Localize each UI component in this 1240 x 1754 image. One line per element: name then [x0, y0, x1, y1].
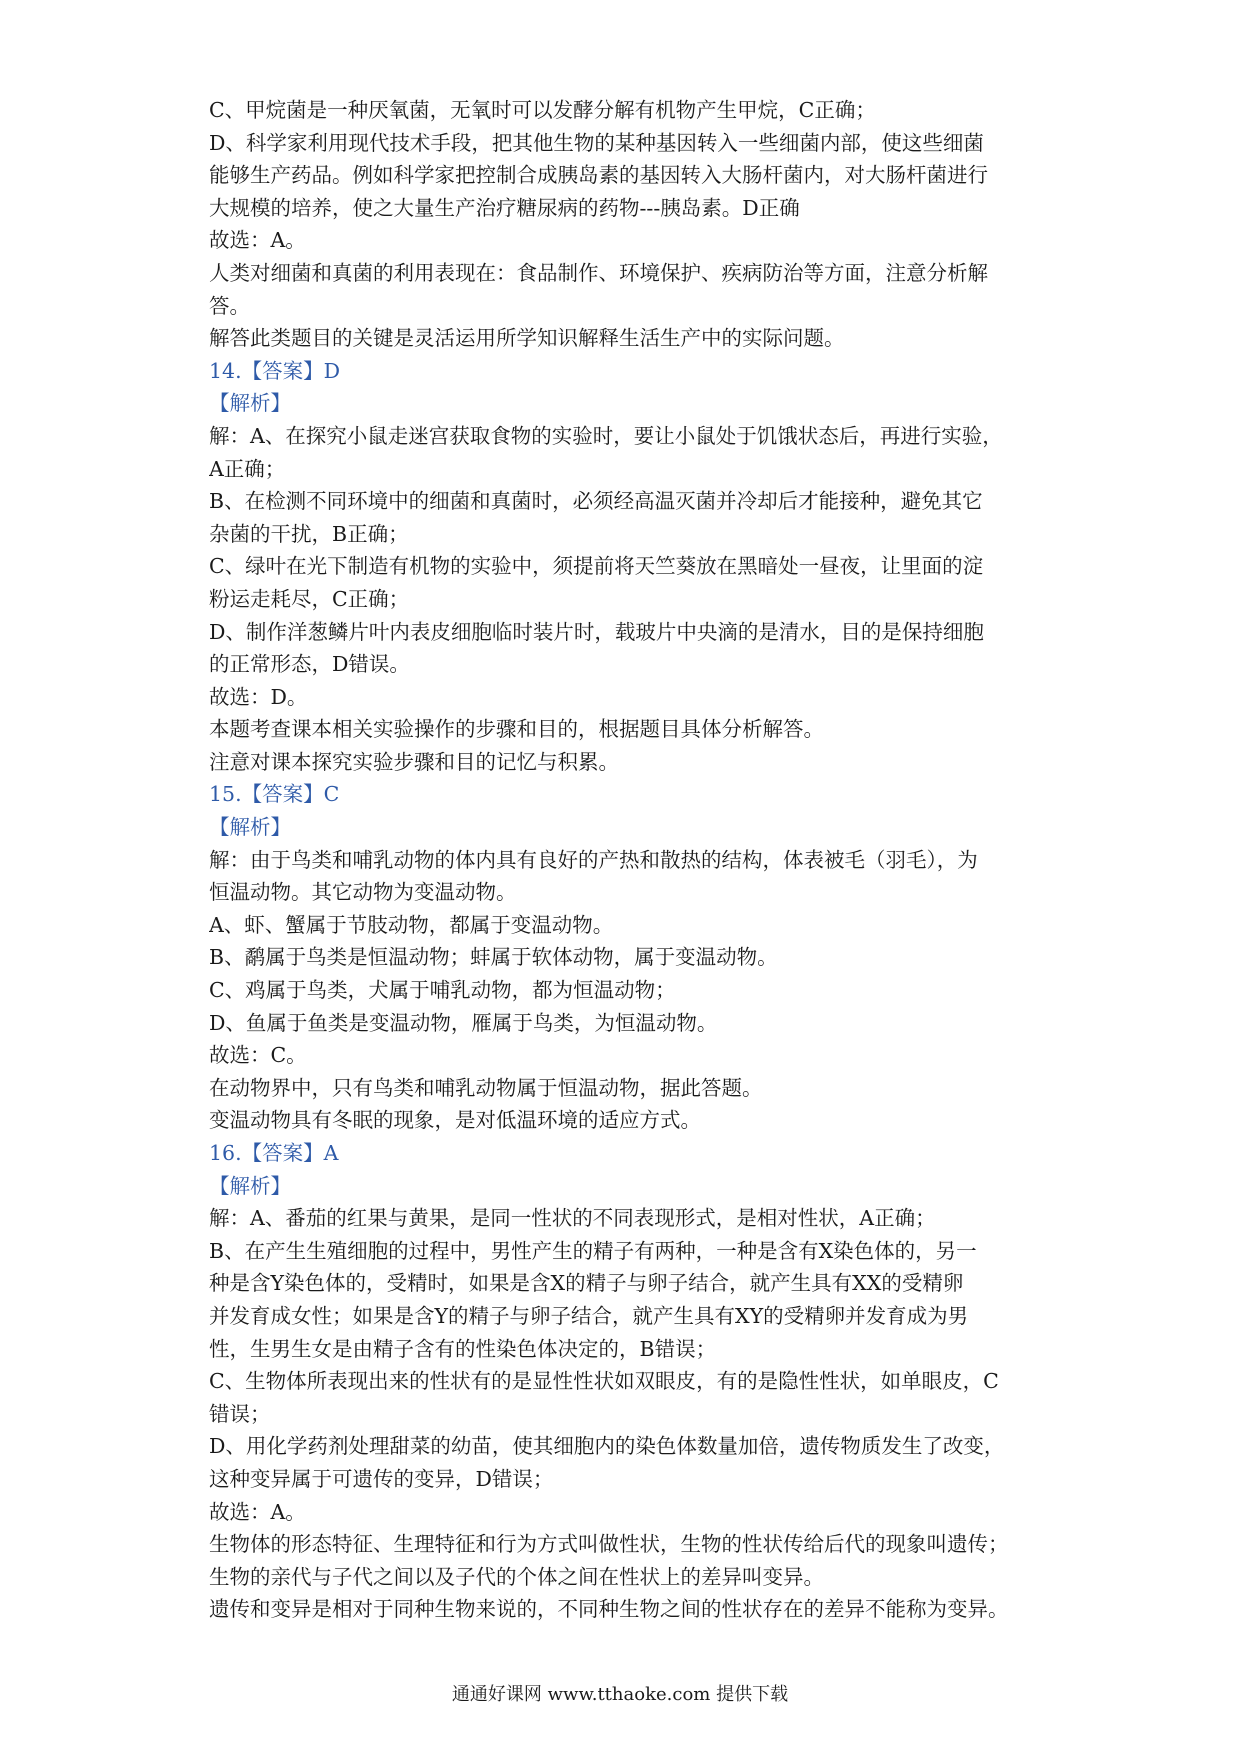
- document-body: [209, 94, 1049, 1626]
- text-line: 人类对细菌和真菌的利用表现在：食品制作、环境保护、疾病防治等方面，注意分析解: [209, 260, 988, 285]
- text-line: 能够生产药品。例如科学家把控制合成胰岛素的基因转入大肠杆菌内，对大肠杆菌进行: [209, 163, 988, 188]
- page-footer: 通通好课网 www.tthaoke.com 提供下载: [451, 1684, 789, 1705]
- text-line: 【解析】: [209, 391, 291, 416]
- text-line: 解：A、在探究小鼠走迷宫获取食物的实验时，要让小鼠处于饥饿状态后，再进行实验，: [209, 423, 1003, 448]
- text-line: 故选：C。: [209, 1043, 307, 1068]
- text-line: 15.【答案】C: [209, 782, 340, 807]
- text-line: 解：A、番茄的红果与黄果，是同一性状的不同表现形式，是相对性状，A正确；: [209, 1206, 936, 1231]
- text-line: B、在检测不同环境中的细菌和真菌时，必须经高温灭菌并冷却后才能接种，避免其它: [209, 489, 983, 514]
- text-line: 故选：A。: [209, 1499, 306, 1524]
- text-line: 大规模的培养，使之大量生产治疗糖尿病的药物---胰岛素。D正确: [209, 195, 800, 220]
- text-line: 故选：D。: [209, 684, 308, 709]
- text-line: B、鹬属于鸟类是恒温动物；蚌属于软体动物，属于变温动物。: [209, 945, 778, 970]
- text-line: 故选：A。: [209, 228, 306, 253]
- text-line: 生物的亲代与子代之间以及子代的个体之间在性状上的差异叫变异。: [209, 1564, 824, 1589]
- text-line: C、鸡属于鸟类，犬属于哺乳动物，都为恒温动物；: [209, 978, 676, 1003]
- text-line: D、制作洋葱鳞片叶内表皮细胞临时装片时，载玻片中央滴的是清水，目的是保持细胞: [209, 619, 984, 644]
- text-line: 生物体的形态特征、生理特征和行为方式叫做性状，生物的性状传给后代的现象叫遗传；: [209, 1532, 1009, 1557]
- text-line: 这种变异属于可遗传的变异，D错误；: [209, 1466, 554, 1491]
- text-line: 恒温动物。其它动物为变温动物。: [209, 880, 517, 905]
- text-line: 本题考查课本相关实验操作的步骤和目的，根据题目具体分析解答。: [209, 717, 824, 742]
- text-line: 遗传和变异是相对于同种生物来说的，不同种生物之间的性状存在的差异不能称为变异。: [209, 1597, 1009, 1622]
- text-line: 种是含Y染色体的，受精时，如果是含X的精子与卵子结合，就产生具有XX的受精卵: [209, 1271, 964, 1296]
- text-line: 性，生男生女是由精子含有的性染色体决定的，B错误；: [209, 1336, 717, 1361]
- text-line: 并发育成女性；如果是含Y的精子与卵子结合，就产生具有XY的受精卵并发育成为男: [209, 1303, 969, 1328]
- text-line: 14.【答案】D: [209, 358, 341, 383]
- text-line: D、用化学药剂处理甜菜的幼苗，使其细胞内的染色体数量加倍，遗传物质发生了改变，: [209, 1434, 1005, 1459]
- text-line: B、在产生生殖细胞的过程中，男性产生的精子有两种，一种是含有X染色体的，另一: [209, 1238, 977, 1263]
- text-line: 的正常形态，D错误。: [209, 652, 410, 677]
- text-line: D、鱼属于鱼类是变温动物，雁属于鸟类，为恒温动物。: [209, 1010, 718, 1035]
- text-line: 答。: [209, 293, 250, 318]
- text-line: A、虾、蟹属于节肢动物，都属于变温动物。: [209, 912, 614, 937]
- text-line: 【解析】: [209, 815, 291, 840]
- text-line: 错误；: [209, 1401, 271, 1426]
- text-line: A正确；: [209, 456, 286, 481]
- text-line: D、科学家利用现代技术手段，把其他生物的某种基因转入一些细菌内部，使这些细菌: [209, 130, 984, 155]
- text-line: 解：由于鸟类和哺乳动物的体内具有良好的产热和散热的结构，体表被毛（羽毛），为: [209, 847, 978, 872]
- text-line: 杂菌的干扰，B正确；: [209, 521, 409, 546]
- text-line: 【解析】: [209, 1173, 291, 1198]
- text-line: C、甲烷菌是一种厌氧菌，无氧时可以发酵分解有机物产生甲烷，C正确；: [209, 98, 876, 122]
- text-line: 注意对课本探究实验步骤和目的记忆与积累。: [209, 749, 619, 774]
- text-line: 16.【答案】A: [209, 1141, 339, 1165]
- text-line: 解答此类题目的关键是灵活运用所学知识解释生活生产中的实际问题。: [209, 326, 845, 351]
- text-line: C、生物体所表现出来的性状有的是显性性状如双眼皮，有的是隐性性状，如单眼皮，C: [209, 1369, 999, 1394]
- text-line: 变温动物具有冬眠的现象，是对低温环境的适应方式。: [209, 1108, 701, 1133]
- text-line: 在动物界中，只有鸟类和哺乳动物属于恒温动物，据此答题。: [209, 1075, 763, 1100]
- text-line: C、绿叶在光下制造有机物的实验中，须提前将天竺葵放在黑暗处一昼夜，让里面的淀: [209, 554, 984, 579]
- text-line: 粉运走耗尽，C正确；: [209, 586, 410, 611]
